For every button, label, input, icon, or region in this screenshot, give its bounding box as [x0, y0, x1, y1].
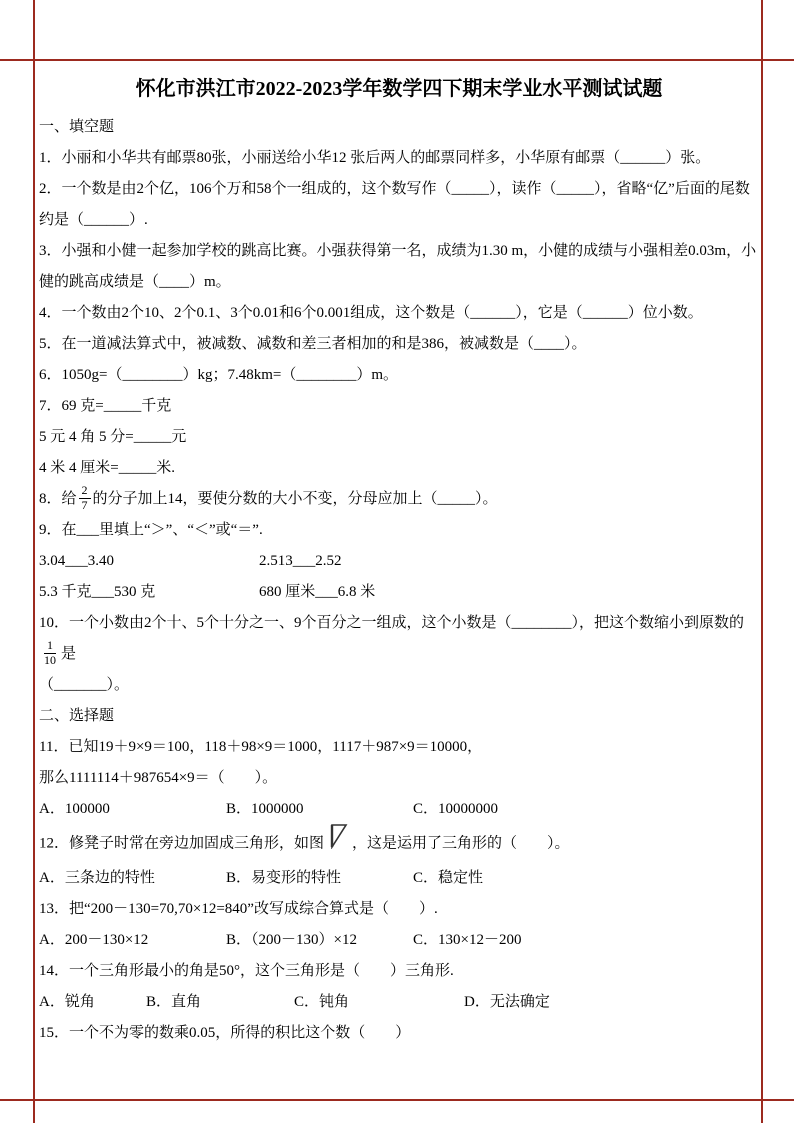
question-2: 2．一个数是由2个亿，106个万和58个一组成的，这个数写作（_____），读作（_____），省略“亿”后面的尾数约是（______）.: [39, 181, 750, 228]
question-6: 6．1050g=（________）kg；7.48km=（________）m。: [39, 367, 399, 383]
option-a: A．100000: [39, 801, 110, 817]
question-11-line-2: 那么1111114＋987654×9＝（ ）。: [39, 770, 278, 786]
exam-title: 怀化市洪江市2022-2023学年数学四下期末学业水平测试试题: [135, 78, 663, 100]
option-d: D．无法确定: [464, 994, 550, 1010]
question-9-row-1: [39, 546, 759, 577]
question-8: [39, 484, 759, 515]
question-13-stem: 13．把“200－130=70,70×12=840”改写成综合算式是（ ）.: [39, 901, 438, 917]
page-border-bottom: [0, 1099, 794, 1101]
question-7-line-2: 5 元 4 角 5 分=_____元: [39, 429, 187, 445]
fraction-denominator: 7: [81, 498, 88, 513]
question-3: 3．小强和小健一起参加学校的跳高比赛。小强获得第一名，成绩为1.30 m，小健的成绩与小强相差0.03m，小健的跳高成绩是（____）m。: [39, 243, 757, 290]
option-b: B．1000000: [226, 801, 304, 817]
compare-item: 3.04___3.40: [39, 553, 114, 569]
triangle-brace-icon: [327, 823, 349, 861]
question-11-options: [39, 794, 759, 825]
fraction-numerator: 1: [44, 639, 56, 654]
question-12-pre: 12．修凳子时常在旁边加固成三角形，如图: [39, 835, 325, 852]
option-a: A．锐角: [39, 994, 95, 1010]
option-b: B．直角: [146, 994, 202, 1010]
question-10-post: 是: [61, 646, 77, 662]
page-border-right: [761, 0, 763, 1123]
option-a: A．200－130×12: [39, 932, 149, 948]
question-8-post: 的分子加上14，要使分数的大小不变，分母应加上（_____）。: [92, 491, 498, 507]
fraction-numerator: 2: [79, 484, 91, 499]
option-b: B．（200－130）×12: [226, 932, 357, 948]
compare-item: 5.3 千克___530 克: [39, 584, 156, 600]
question-12: [39, 825, 759, 863]
fraction-2-7: [79, 484, 91, 513]
question-10-pre: 10．一个小数由2个十、5个十分之一、9个百分之一组成，这个小数是（________），把这个数缩小到原数的: [39, 615, 745, 631]
option-c: C．130×12－200: [413, 932, 522, 948]
option-b: B．易变形的特性: [226, 870, 342, 886]
question-1: 1．小丽和小华共有邮票80张，小丽送给小华12 张后两人的邮票同样多，小华原有邮票（______）张。: [39, 150, 711, 166]
question-5: 5．在一道减法算式中，被减数、减数和差三者相加的和是386，被减数是（____）。: [39, 336, 587, 352]
exam-content: [39, 74, 759, 1049]
section-heading-choice: 二、选择题: [39, 708, 115, 724]
option-a: A．三条边的特性: [39, 870, 155, 886]
fraction-1-10: [41, 639, 59, 668]
compare-item: 2.513___2.52: [259, 553, 342, 569]
question-13-options: [39, 925, 759, 956]
fraction-denominator: 10: [44, 653, 56, 668]
option-c: C．10000000: [413, 801, 499, 817]
question-11-line-1: 11．已知19＋9×9＝100，118＋98×9＝1000，1117＋987×9＝10000，: [39, 739, 483, 755]
question-7-line-3: 4 米 4 厘米=_____米.: [39, 460, 175, 476]
page-border-top: [0, 59, 794, 61]
question-4: 4．一个数由2个10、2个0.1、3个0.01和6个0.001组成，这个数是（______），它是（______）位小数。: [39, 305, 703, 321]
question-9-row-2: [39, 577, 759, 608]
page-border-left: [33, 0, 35, 1123]
question-9-stem: 9．在___里填上“＞”、“＜”或“＝”.: [39, 522, 263, 538]
question-10-line-2: （_______）。: [39, 677, 130, 693]
question-7-line-1: 7．69 克=_____千克: [39, 398, 172, 414]
question-10-line-1: [39, 608, 759, 670]
section-heading-fill-in: 一、填空题: [39, 119, 115, 135]
option-c: C．钝角: [294, 994, 350, 1010]
question-12-options: [39, 863, 759, 894]
question-14-stem: 14．一个三角形最小的角是50°，这个三角形是（ ）三角形.: [39, 963, 454, 979]
compare-item: 680 厘米___6.8 米: [259, 584, 376, 600]
question-12-post: ，这是运用了三角形的（ ）。: [352, 835, 570, 852]
question-8-pre: 8．给: [39, 491, 77, 507]
question-15-stem: 15．一个不为零的数乘0.05，所得的积比这个数（ ）: [39, 1025, 411, 1041]
option-c: C．稳定性: [413, 870, 484, 886]
question-14-options: [39, 987, 759, 1018]
